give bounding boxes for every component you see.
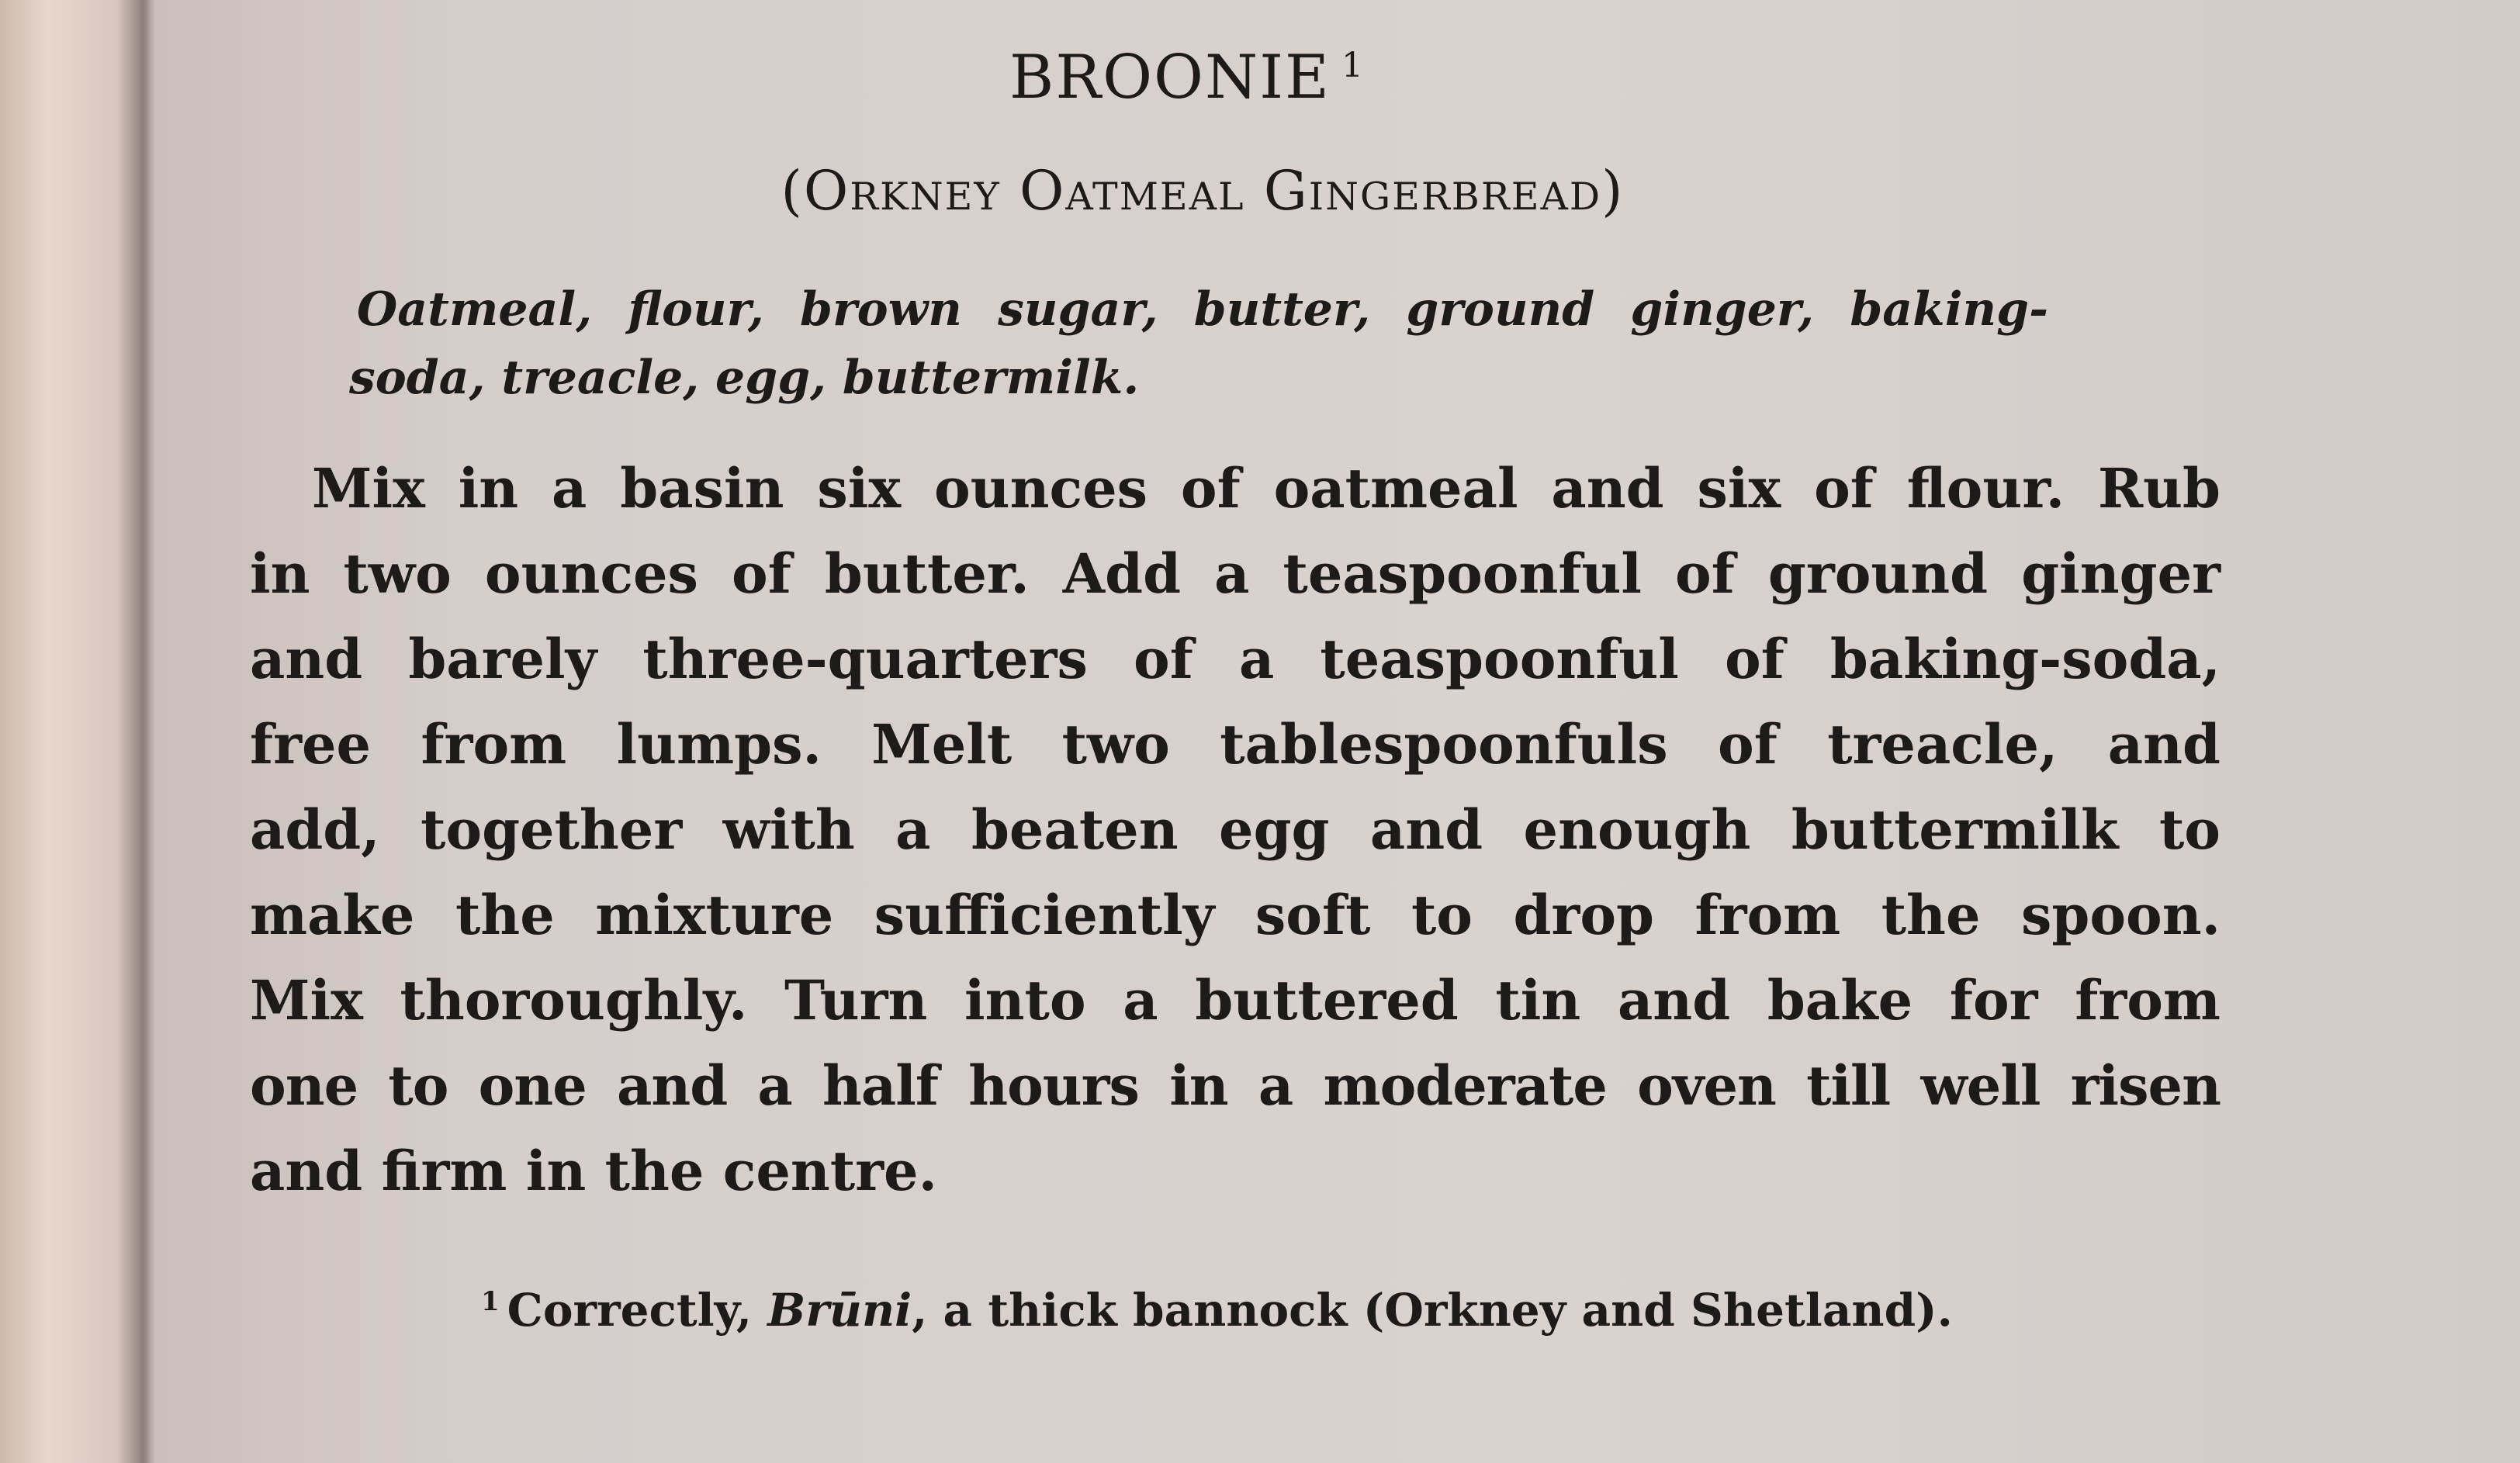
method-line: and firm in the centre. [250,1139,937,1203]
method-line: add, together with a beaten egg and enough buttermilk to [250,797,2221,862]
method-paragraph [250,446,2221,1214]
method-line: in two ounces of butter. Add a teaspoonful of ground ginger [250,541,2221,606]
footnote-text: Correctly, [507,1284,768,1337]
footnote-italic-term: Brūni [767,1284,912,1337]
method-line: free from lumps. Melt two tablespoonfuls of treacle, and [250,712,2221,776]
footnote-reference: 1 [1341,46,1365,85]
ingredients-line: Oatmeal, flour, brown sugar, butter, ground ginger, baking- [357,282,2048,337]
method-line: one to one and a half hours in a moderate oven till well risen [250,1053,2221,1118]
recipe-subtitle: (Orkney Oatmeal Gingerbread) [781,159,1625,223]
method-line: Mix in a basin six ounces of oatmeal and six of flour. Rub [312,456,2221,521]
ingredients-line: soda, treacle, egg, buttermilk. [349,351,1140,405]
footnote-text: , a thick bannock (Orkney and Shetland). [912,1284,1953,1337]
ingredients-list [349,275,2048,412]
method-line: Mix thoroughly. Turn into a buttered tin and bake for from [250,968,2221,1032]
footnote [481,1284,1953,1337]
method-line: and barely three-quarters of a teaspoonful of baking-soda, [250,627,2221,691]
method-line: make the mixture sufficiently soft to drop from the spoon. [250,883,2221,947]
footnote-marker: 1 [481,1285,500,1317]
recipe-title [0,43,2374,112]
title-text: BROONIE [1009,43,1331,112]
